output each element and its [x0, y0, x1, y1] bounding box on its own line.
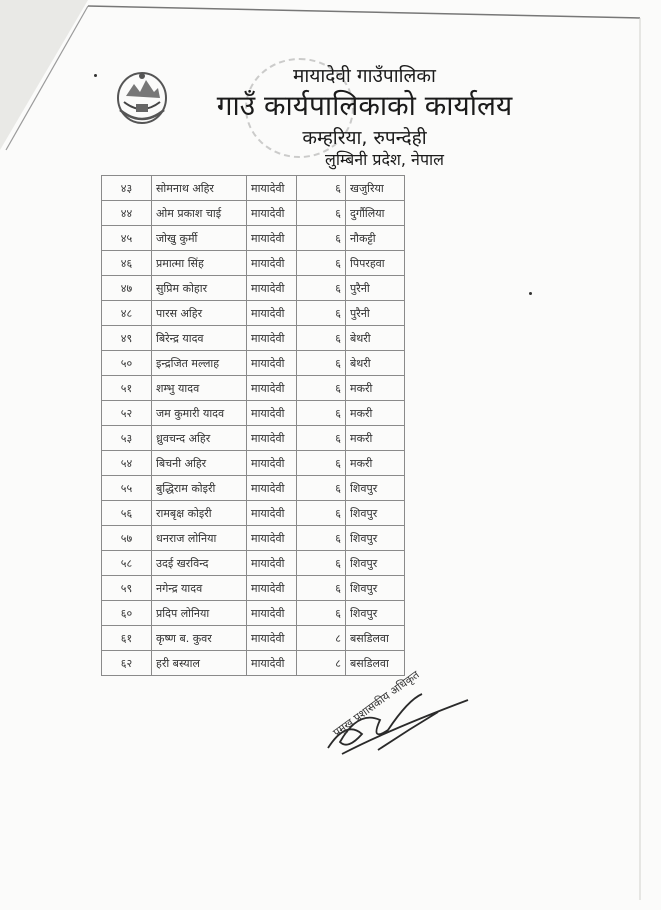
serial-number: ४४ [102, 201, 152, 226]
ward-number: ६ [297, 401, 346, 426]
serial-number: ४३ [102, 176, 152, 201]
municipality-cell: मायादेवी [247, 176, 297, 201]
ward-number: ६ [297, 426, 346, 451]
municipality-cell: मायादेवी [247, 401, 297, 426]
table-row [102, 626, 405, 651]
place-name: शिवपुर [346, 601, 405, 626]
serial-number: ४६ [102, 251, 152, 276]
serial-number: ५५ [102, 476, 152, 501]
ward-number: ८ [297, 651, 346, 676]
serial-number: ६० [102, 601, 152, 626]
ward-number: ६ [297, 476, 346, 501]
ward-number: ६ [297, 451, 346, 476]
ward-number: ६ [297, 301, 346, 326]
person-name: सुप्रिम कोहार [152, 276, 247, 301]
person-name: बिचनी अहिर [152, 451, 247, 476]
office-location: कम्हरिया, रुपन्देही [302, 127, 427, 149]
municipality-cell: मायादेवी [247, 251, 297, 276]
table-row [102, 251, 405, 276]
municipality-cell: मायादेवी [247, 226, 297, 251]
place-name: मकरी [346, 401, 405, 426]
ward-number: ६ [297, 551, 346, 576]
beneficiary-table [101, 175, 405, 676]
table-row [102, 651, 405, 676]
place-name: बेथरी [346, 351, 405, 376]
table-row [102, 426, 405, 451]
ward-number: ६ [297, 376, 346, 401]
serial-number: ५७ [102, 526, 152, 551]
table-row [102, 526, 405, 551]
table-row [102, 601, 405, 626]
serial-number: ५६ [102, 501, 152, 526]
table-row [102, 576, 405, 601]
person-name: प्रमात्मा सिंह [152, 251, 247, 276]
table-row [102, 226, 405, 251]
serial-number: ५९ [102, 576, 152, 601]
place-name: नौकट्टी [346, 226, 405, 251]
table-row [102, 201, 405, 226]
person-name: सोमनाथ अहिर [152, 176, 247, 201]
serial-number: ५२ [102, 401, 152, 426]
serial-number: ४८ [102, 301, 152, 326]
municipality-cell: मायादेवी [247, 576, 297, 601]
table-row [102, 501, 405, 526]
ward-number: ६ [297, 276, 346, 301]
person-name: ध्रुवचन्द अहिर [152, 426, 247, 451]
person-name: शम्भु यादव [152, 376, 247, 401]
office-name: गाउँ कार्यपालिकाको कार्यालय [216, 89, 513, 122]
ward-number: ६ [297, 576, 346, 601]
table-row [102, 301, 405, 326]
place-name: शिवपुर [346, 501, 405, 526]
table-row [102, 376, 405, 401]
municipality-cell: मायादेवी [247, 201, 297, 226]
person-name: जम कुमारी यादव [152, 401, 247, 426]
person-name: हरी बस्याल [152, 651, 247, 676]
ward-number: ६ [297, 176, 346, 201]
table-row [102, 451, 405, 476]
province-name: लुम्बिनी प्रदेश, नेपाल [324, 150, 445, 169]
place-name: खजुरिया [346, 176, 405, 201]
place-name: दुर्गौलिया [346, 201, 405, 226]
municipality-cell: मायादेवी [247, 526, 297, 551]
municipality-cell: मायादेवी [247, 426, 297, 451]
place-name: मकरी [346, 376, 405, 401]
municipality-cell: मायादेवी [247, 451, 297, 476]
place-name: बसडिलवा [346, 651, 405, 676]
place-name: शिवपुर [346, 576, 405, 601]
person-name: इन्द्रजित मल्लाह [152, 351, 247, 376]
municipality-cell: मायादेवी [247, 301, 297, 326]
place-name: शिवपुर [346, 476, 405, 501]
serial-number: ४७ [102, 276, 152, 301]
place-name: पिपरहवा [346, 251, 405, 276]
ward-number: ६ [297, 351, 346, 376]
serial-number: ६१ [102, 626, 152, 651]
municipality-cell: मायादेवी [247, 351, 297, 376]
municipality-cell: मायादेवी [247, 601, 297, 626]
ward-number: ६ [297, 226, 346, 251]
person-name: बुद्धिराम कोइरी [152, 476, 247, 501]
person-name: धनराज लोनिया [152, 526, 247, 551]
person-name: नगेन्द्र यादव [152, 576, 247, 601]
municipality-cell: मायादेवी [247, 326, 297, 351]
signatory-title: प्रमुख प्रशासकीय अधिकृत [330, 668, 422, 740]
place-name: शिवपुर [346, 551, 405, 576]
serial-number: ५४ [102, 451, 152, 476]
person-name: उदई खरविन्द [152, 551, 247, 576]
person-name: रामबृक्ष कोइरी [152, 501, 247, 526]
table-row [102, 551, 405, 576]
serial-number: ५० [102, 351, 152, 376]
ward-number: ६ [297, 601, 346, 626]
ward-number: ६ [297, 251, 346, 276]
person-name: कृष्ण ब. कुवर [152, 626, 247, 651]
table-row [102, 326, 405, 351]
municipality-cell: मायादेवी [247, 376, 297, 401]
person-name: प्रदिप लोनिया [152, 601, 247, 626]
place-name: बेथरी [346, 326, 405, 351]
serial-number: ५१ [102, 376, 152, 401]
ward-number: ६ [297, 201, 346, 226]
municipality-cell: मायादेवी [247, 551, 297, 576]
table-row [102, 351, 405, 376]
serial-number: ५८ [102, 551, 152, 576]
table-row [102, 401, 405, 426]
table-row [102, 276, 405, 301]
place-name: पुरैनी [346, 301, 405, 326]
table-row [102, 476, 405, 501]
municipality-name: मायादेवी गाउँपालिका [293, 65, 436, 87]
person-name: बिरेन्द्र यादव [152, 326, 247, 351]
municipality-cell: मायादेवी [247, 651, 297, 676]
place-name: शिवपुर [346, 526, 405, 551]
speck [529, 292, 532, 295]
place-name: पुरैनी [346, 276, 405, 301]
place-name: मकरी [346, 451, 405, 476]
ward-number: ८ [297, 626, 346, 651]
municipality-cell: मायादेवी [247, 626, 297, 651]
person-name: जोखु कुर्मी [152, 226, 247, 251]
ward-number: ६ [297, 326, 346, 351]
person-name: पारस अहिर [152, 301, 247, 326]
serial-number: ६२ [102, 651, 152, 676]
table-row [102, 176, 405, 201]
municipality-cell: मायादेवी [247, 501, 297, 526]
municipality-cell: मायादेवी [247, 476, 297, 501]
ward-number: ६ [297, 501, 346, 526]
serial-number: ५३ [102, 426, 152, 451]
serial-number: ४५ [102, 226, 152, 251]
place-name: बसडिलवा [346, 626, 405, 651]
municipality-cell: मायादेवी [247, 276, 297, 301]
place-name: मकरी [346, 426, 405, 451]
ward-number: ६ [297, 526, 346, 551]
person-name: ओम प्रकाश चाई [152, 201, 247, 226]
speck [94, 74, 97, 77]
serial-number: ४९ [102, 326, 152, 351]
